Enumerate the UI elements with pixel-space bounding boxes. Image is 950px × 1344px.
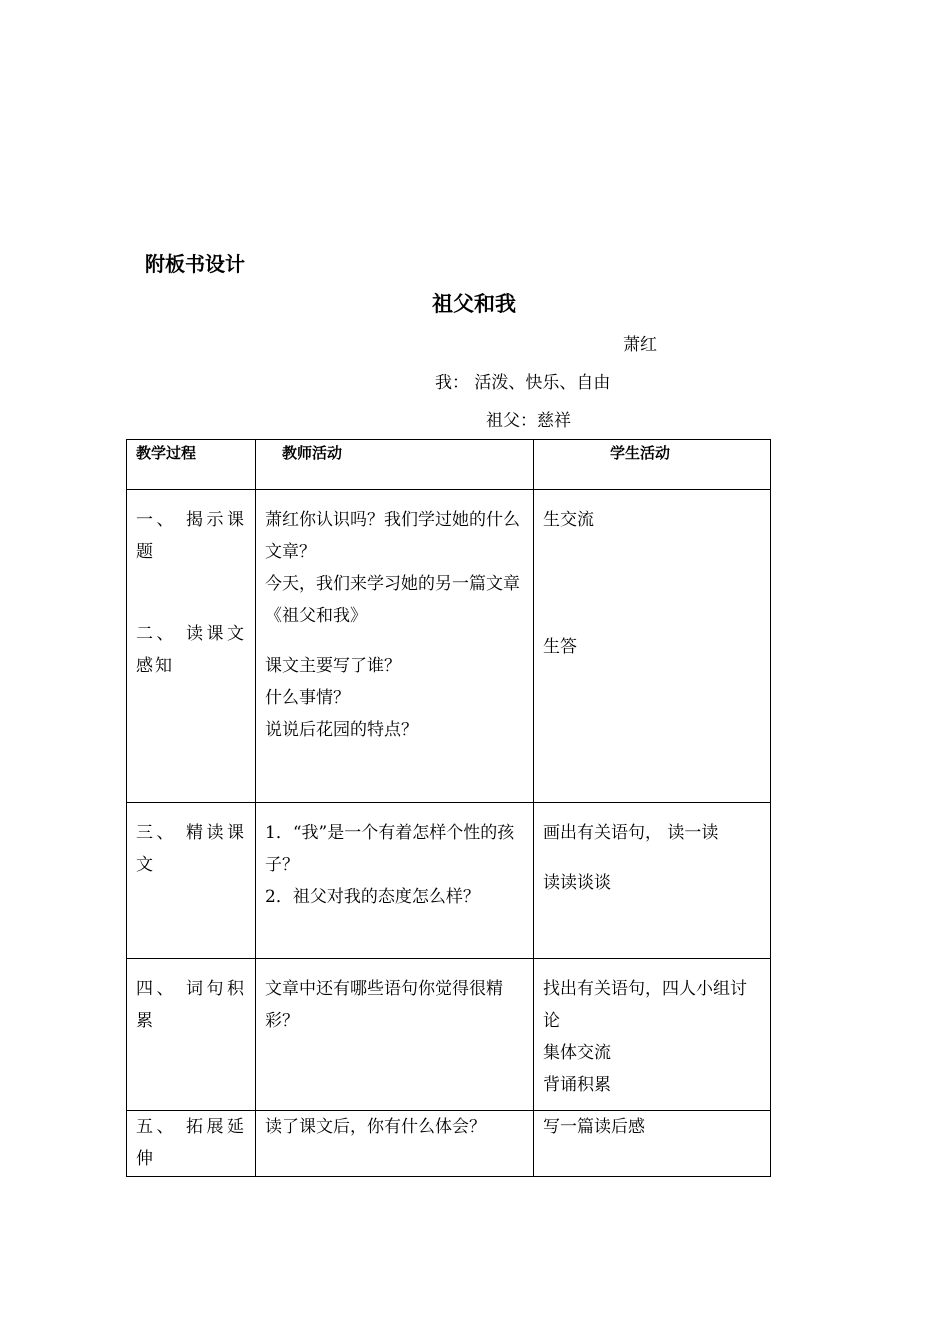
stage-label: 二、 读课文感知 [136, 624, 246, 676]
header-teacher-activity: 教师活动 [256, 440, 534, 490]
student-text: 生交流 [543, 510, 594, 530]
stage-label: 三、 精读课文 [136, 823, 246, 875]
student-activity-cell [534, 1111, 771, 1177]
header-teaching-process: 教学过程 [127, 440, 256, 490]
teacher-text: 1．“我”是一个有着怎样个性的孩子？ [265, 823, 515, 875]
stage-cell [127, 959, 256, 1111]
stage-cell [127, 803, 256, 959]
stage-cell [127, 490, 256, 803]
document-title: 祖父和我 [432, 292, 516, 316]
student-text: 读读谈谈 [543, 873, 611, 893]
teacher-activity-cell [256, 959, 534, 1111]
teacher-text: 说说后花园的特点？ [265, 720, 418, 740]
teacher-text: 文章中还有哪些语句你觉得很精彩？ [265, 979, 503, 1031]
stage-cell [127, 1111, 256, 1177]
stage-label: 一、 揭示课题 [136, 510, 246, 562]
section-heading: 附板书设计 [145, 252, 245, 276]
student-activity-cell [534, 803, 771, 959]
teacher-text: 今天，我们来学习她的另一篇文章《祖父和我》 [265, 574, 520, 626]
table-row [127, 803, 771, 959]
teacher-text: 课文主要写了谁？ [265, 656, 401, 676]
teacher-activity-cell [256, 1111, 534, 1177]
stage-label: 五、 拓展延伸 [136, 1117, 246, 1169]
student-text: 集体交流 [543, 1043, 611, 1063]
header-student-activity: 学生活动 [534, 440, 771, 490]
student-text: 画出有关语句， 读一读 [543, 823, 719, 843]
teacher-text: 萧红你认识吗？我们学过她的什么文章？ [265, 510, 520, 562]
teacher-text: 什么事情？ [265, 688, 350, 708]
table-row [127, 1111, 771, 1177]
author-name: 萧红 [623, 335, 657, 355]
lesson-plan-table [126, 439, 771, 1177]
board-line-grandfather: 祖父：慈祥 [486, 411, 571, 431]
teacher-text: 读了课文后，你有什么体会？ [265, 1117, 486, 1137]
teacher-text: 2．祖父对我的态度怎么样？ [265, 887, 480, 907]
student-activity-cell [534, 490, 771, 803]
table-row [127, 490, 771, 803]
student-text: 找出有关语句，四人小组讨论 [543, 979, 747, 1031]
board-line-me: 我： 活泼、快乐、自由 [435, 373, 611, 393]
student-activity-cell [534, 959, 771, 1111]
student-text: 写一篇读后感 [543, 1117, 645, 1137]
student-text: 生答 [543, 637, 577, 657]
table-header-row [127, 440, 771, 490]
student-text: 背诵积累 [543, 1075, 611, 1095]
teacher-activity-cell [256, 803, 534, 959]
table-row [127, 959, 771, 1111]
stage-label: 四、 词句积累 [136, 979, 246, 1031]
teacher-activity-cell [256, 490, 534, 803]
